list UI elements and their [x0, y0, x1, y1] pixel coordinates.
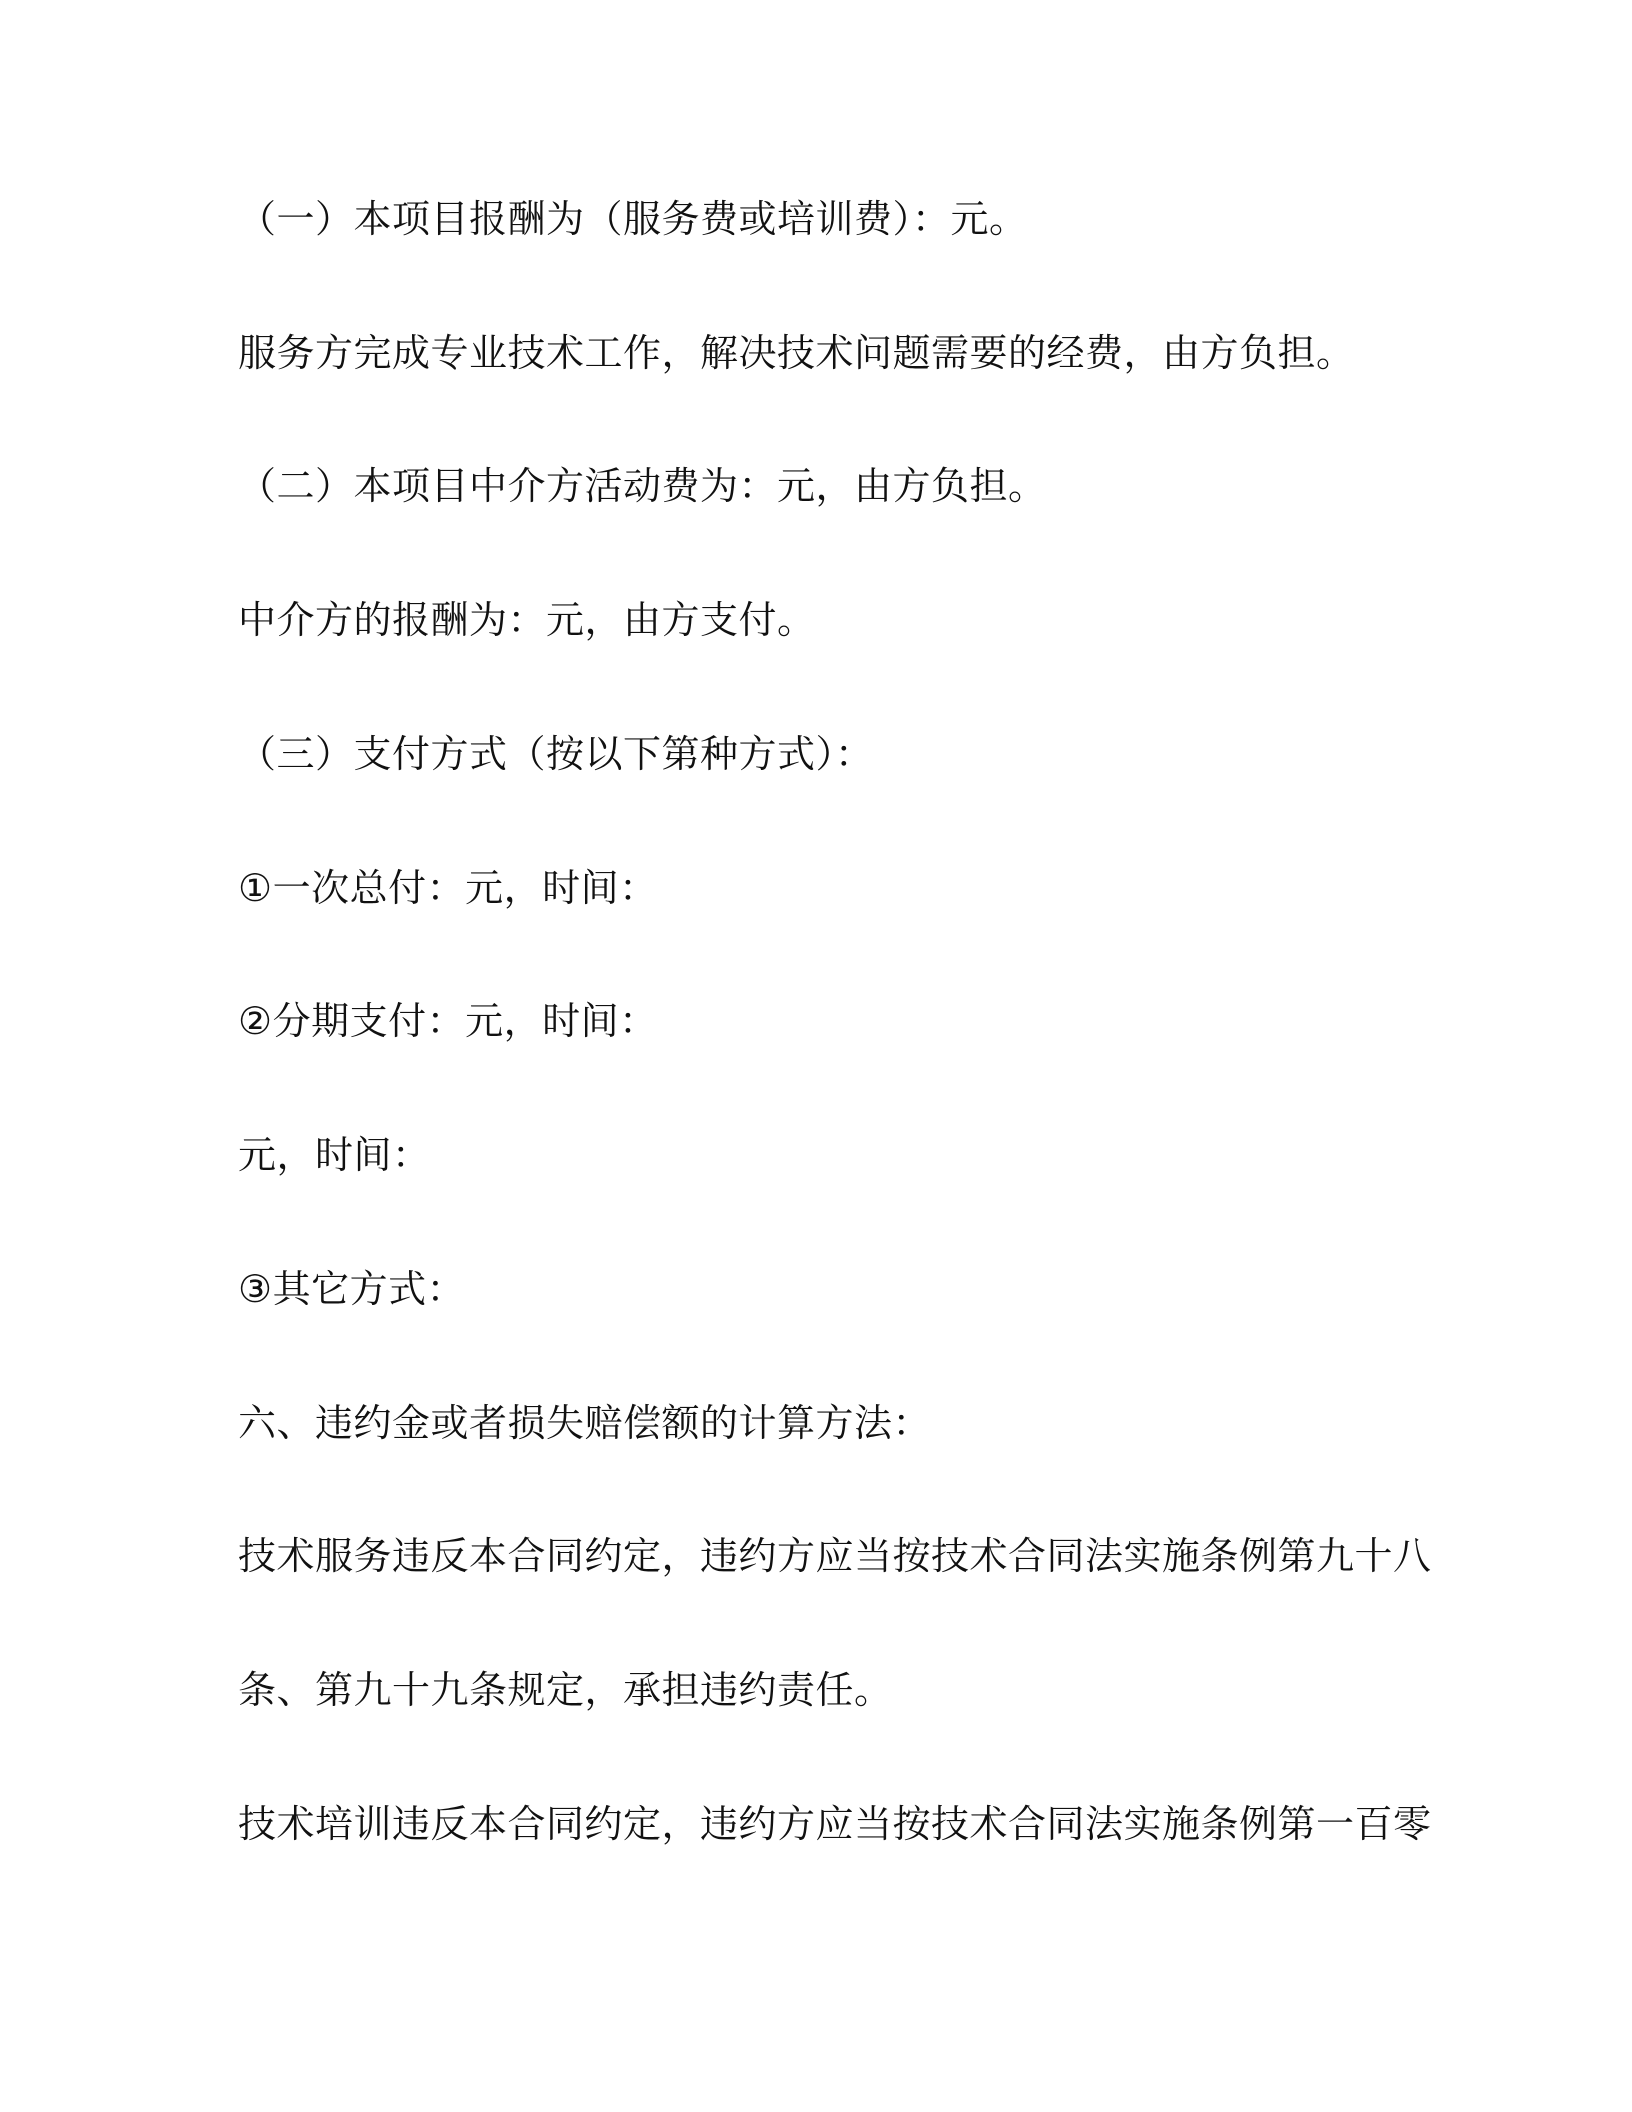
clause-1-remuneration: （一）本项目报酬为（服务费或培训费）：元。 — [238, 197, 1028, 241]
intermediary-remuneration-line: 中介方的报酬为：元，由方支付。 — [238, 598, 816, 642]
clause-3-payment-method: （三）支付方式（按以下第种方式）： — [238, 732, 874, 776]
service-breach-line-2: 条、第九十九条规定，承担违约责任。 — [238, 1668, 893, 1712]
service-expense-line: 服务方完成专业技术工作，解决技术问题需要的经费，由方负担。 — [238, 331, 1355, 375]
service-breach-line-1: 技术服务违反本合同约定，违约方应当按技术合同法实施条例第九十八 — [238, 1534, 1432, 1578]
payment-option-other: ③其它方式： — [238, 1267, 466, 1311]
training-breach-line-1: 技术培训违反本合同约定，违约方应当按技术合同法实施条例第一百零 — [238, 1802, 1432, 1846]
section-6-heading: 六、违约金或者损失赔偿额的计算方法： — [238, 1401, 932, 1445]
payment-option-installments: ②分期支付：元，时间： — [238, 999, 658, 1043]
clause-2-intermediary-fee: （二）本项目中介方活动费为：元，由方负担。 — [238, 464, 1047, 508]
installment-second-line: 元，时间： — [238, 1133, 431, 1177]
payment-option-lump-sum: ①一次总付：元，时间： — [238, 866, 658, 910]
